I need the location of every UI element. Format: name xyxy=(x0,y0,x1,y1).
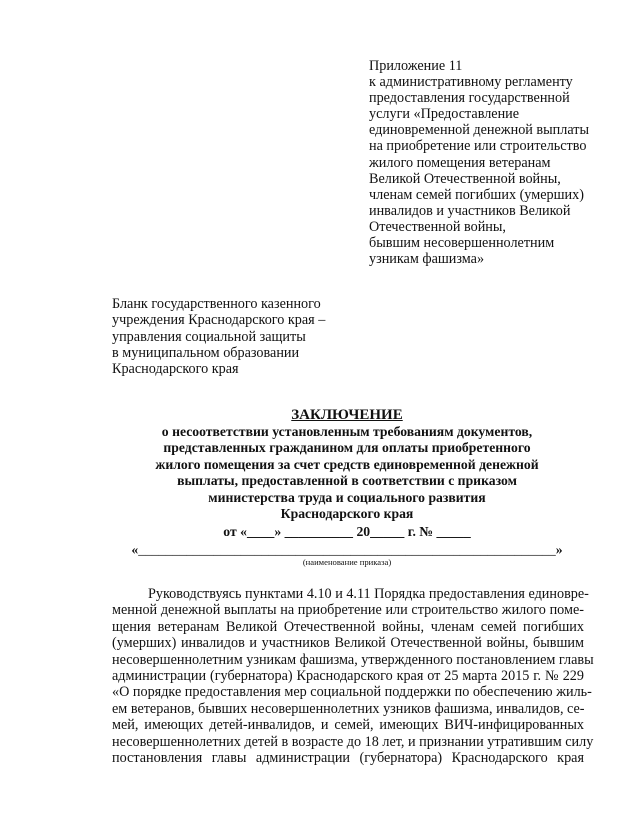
document-title: ЗАКЛЮЧЕНИЕ xyxy=(291,407,403,423)
body-line: (умерших) инвалидов и участников Великой Отечественной войны, бывшим xyxy=(112,635,584,652)
appendix-line: предоставления государственной xyxy=(369,90,570,107)
body-line: мей, имеющих детей-инвалидов, и семей, имеющих ВИЧ-инфицированных xyxy=(112,717,584,734)
appendix-line: бывшим несовершеннолетним xyxy=(369,235,555,252)
subtitle-line: Краснодарского края xyxy=(280,506,414,522)
order-name-blank: _____________________________________________________________ xyxy=(138,542,556,558)
order-quote-open: « xyxy=(131,542,139,558)
body-line: несовершеннолетних детей в возрасте до 18 лет, и признании утратившим силу xyxy=(112,733,594,750)
appendix-line: членам семей погибших (умерших) xyxy=(369,186,584,203)
conclusion-heading xyxy=(112,406,582,567)
appendix-line: к административному регламенту xyxy=(369,74,573,91)
subtitle-line: выплаты, предоставленной в соответствии с приказом xyxy=(177,473,517,489)
subtitle-line: министерства труда и социального развития xyxy=(208,489,486,505)
body-line: ем ветеранов, бывших несовершеннолетних узников фашизма, инвалидов, се- xyxy=(112,700,585,717)
body-line: менной денежной выплаты на приобретение или строительство жилого поме- xyxy=(112,602,584,619)
letterhead-line: управления социальной защиты xyxy=(112,328,306,345)
order-name-line xyxy=(112,542,582,558)
body-line: постановления главы администрации (губернатора) Краснодарского края xyxy=(112,750,584,767)
subtitle-line: жилого помещения за счет средств единовременной денежной xyxy=(155,456,539,472)
appendix-header xyxy=(369,58,619,267)
appendix-line: жилого помещения ветеранам xyxy=(369,154,551,171)
letterhead-block xyxy=(112,296,372,377)
body-line: Руководствуясь пунктами 4.10 и 4.11 Порядка предоставления единовре- xyxy=(148,586,589,602)
subtitle-line: представленных гражданином для оплаты приобретенного xyxy=(163,440,531,456)
order-name-caption: (наименование приказа) xyxy=(302,557,392,568)
date-number-line: от «____» __________ 20_____ г. № _____ xyxy=(223,524,471,540)
subtitle-line: о несоответствии установленным требованиям документов, xyxy=(161,424,533,439)
body-paragraph xyxy=(112,586,594,767)
appendix-line: услуги «Предоставление xyxy=(369,106,520,123)
letterhead-line: Краснодарского края xyxy=(112,361,239,378)
letterhead-line: учреждения Краснодарского края – xyxy=(112,312,326,329)
body-line: несовершеннолетним узникам фашизма, утвержденного постановлением главы xyxy=(112,651,594,668)
body-line: щения ветеранам Великой Отечественной войны, членам семей погибших xyxy=(112,618,584,635)
appendix-line: инвалидов и участников Великой xyxy=(369,202,571,219)
appendix-line: на приобретение или строительство xyxy=(369,138,587,155)
letterhead-line: в муниципальном образовании xyxy=(112,344,300,361)
appendix-line: Приложение 11 xyxy=(369,58,463,74)
appendix-line: единовременной денежной выплаты xyxy=(369,122,589,139)
order-quote-close: » xyxy=(555,542,563,558)
letterhead-line: Бланк государственного казенного xyxy=(112,296,321,312)
appendix-line: узникам фашизма» xyxy=(369,251,485,268)
body-line: администрации (губернатора) Краснодарского края от 25 марта 2015 г. № 229 xyxy=(112,668,584,685)
appendix-line: Великой Отечественной войны, xyxy=(369,170,561,187)
body-line: «О порядке предоставления мер социальной поддержки по обеспечению жиль- xyxy=(112,684,592,701)
appendix-line: Отечественной войны, xyxy=(369,218,506,235)
